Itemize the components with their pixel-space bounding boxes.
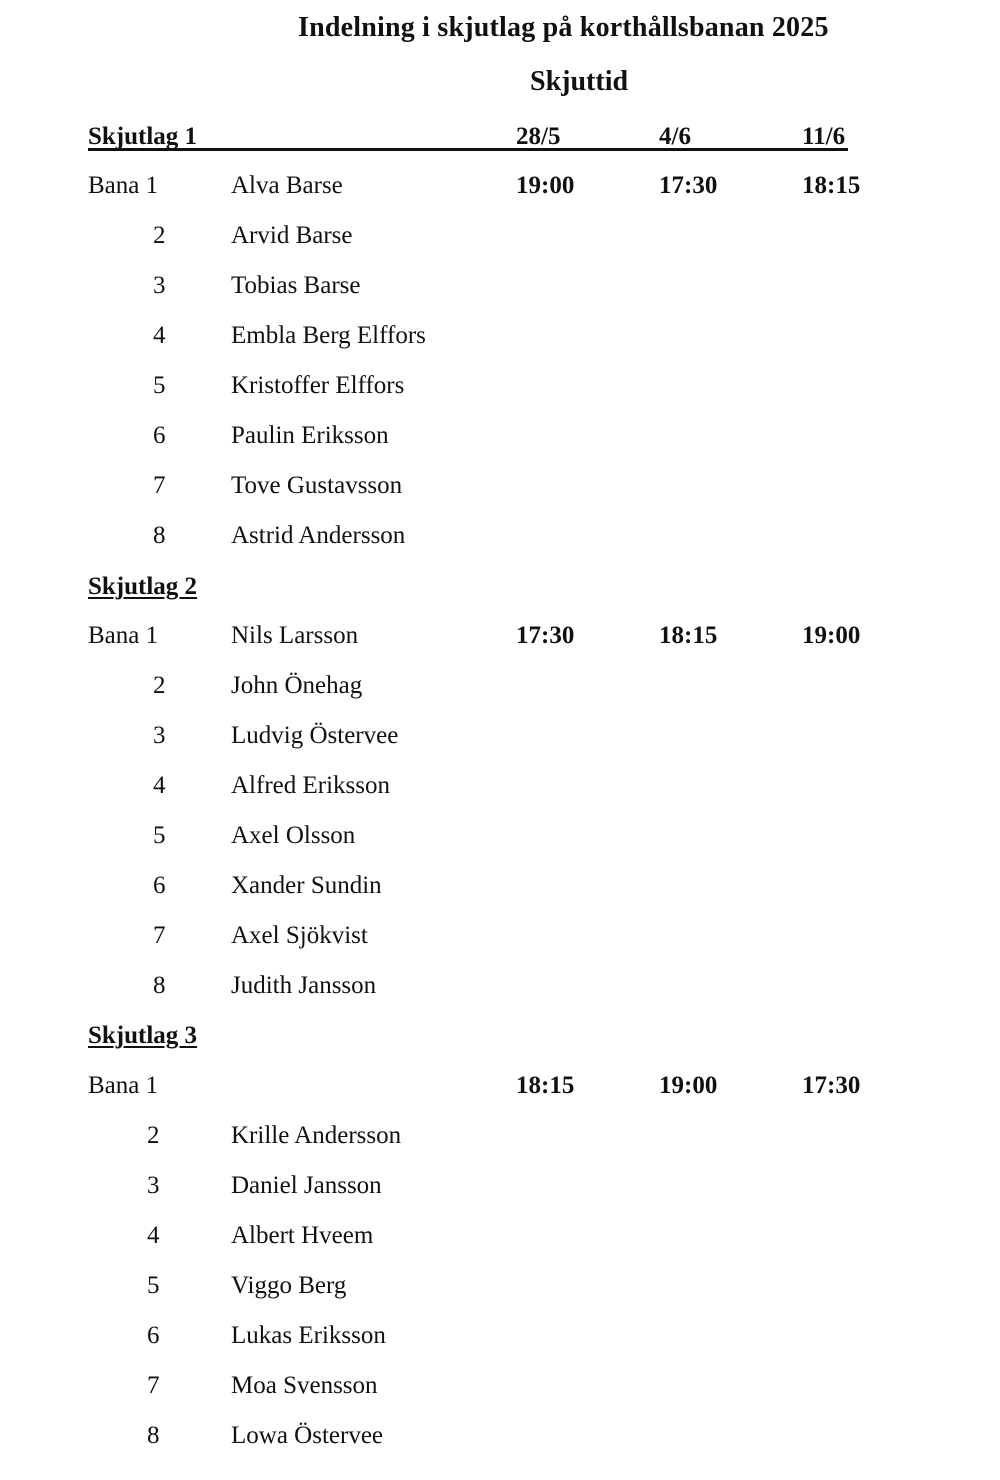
shooter-name: Krille Andersson [231, 1122, 402, 1149]
shoot-time: 18:15 [516, 1072, 575, 1099]
lane-label: 6 [153, 422, 166, 449]
shooter-name: Astrid Andersson [231, 522, 406, 549]
shooter-name: Embla Berg Elffors [231, 322, 426, 349]
lane-label: 5 [147, 1272, 160, 1299]
lane-label: 8 [153, 522, 166, 549]
date-header: 4/6 [659, 123, 691, 150]
lane-label: Bana 1 [88, 172, 159, 199]
lane-label: 2 [153, 672, 166, 699]
shooter-name: Xander Sundin [231, 872, 382, 899]
lane-label: 3 [147, 1172, 160, 1199]
lane-label: 6 [153, 872, 166, 899]
lane-label: Bana 1 [88, 622, 159, 649]
shooter-name: Lowa Östervee [231, 1422, 384, 1449]
shooter-name: Tove Gustavsson [231, 472, 403, 499]
lane-label: 7 [153, 472, 166, 499]
shoot-time: 17:30 [802, 1072, 861, 1099]
lane-label: 4 [147, 1222, 160, 1249]
shoot-time: 19:00 [516, 172, 575, 199]
team-heading: Skjutlag 3 [88, 1022, 198, 1049]
shoot-time: 17:30 [659, 172, 718, 199]
lane-label: 6 [147, 1322, 160, 1349]
lane-label: 5 [153, 822, 166, 849]
shoot-time: 17:30 [516, 622, 575, 649]
lane-label: 7 [147, 1372, 160, 1399]
lane-label: 2 [147, 1122, 160, 1149]
shooter-name: Ludvig Östervee [231, 722, 399, 749]
team-heading: Skjutlag 1 [88, 123, 198, 150]
shoot-time: 18:15 [659, 622, 718, 649]
shooter-name: Paulin Eriksson [231, 422, 389, 449]
lane-label: 4 [153, 772, 166, 799]
document-subtitle: Skjuttid [530, 66, 629, 97]
lane-label: 4 [153, 322, 166, 349]
shooter-name: Arvid Barse [231, 222, 353, 249]
lane-label: 8 [147, 1422, 160, 1449]
lane-label: 5 [153, 372, 166, 399]
shooter-name: Moa Svensson [231, 1372, 378, 1399]
shooter-name: Lukas Eriksson [231, 1322, 386, 1349]
header-rule [88, 148, 848, 151]
lane-label: 2 [153, 222, 166, 249]
lane-label: 7 [153, 922, 166, 949]
shoot-time: 18:15 [802, 172, 861, 199]
shoot-time: 19:00 [659, 1072, 718, 1099]
lane-label: 3 [153, 722, 166, 749]
shooter-name: Nils Larsson [231, 622, 359, 649]
shooter-name: Daniel Jansson [231, 1172, 382, 1199]
shooter-name: Axel Sjökvist [231, 922, 368, 949]
shooter-name: Alfred Eriksson [231, 772, 390, 799]
shooter-name: Axel Olsson [231, 822, 356, 849]
shooter-name: Alva Barse [231, 172, 343, 199]
document-title: Indelning i skjutlag på korthållsbanan 2025 [298, 12, 829, 43]
shooter-name: Judith Jansson [231, 972, 377, 999]
lane-label: Bana 1 [88, 1072, 159, 1099]
shooter-name: Tobias Barse [231, 272, 361, 299]
lane-label: 3 [153, 272, 166, 299]
date-header: 11/6 [802, 123, 846, 150]
shoot-time: 19:00 [802, 622, 861, 649]
date-header: 28/5 [516, 123, 561, 150]
shooter-name: John Önehag [231, 672, 363, 699]
lane-label: 8 [153, 972, 166, 999]
team-heading: Skjutlag 2 [88, 573, 198, 600]
shooter-name: Kristoffer Elffors [231, 372, 405, 399]
shooter-name: Viggo Berg [231, 1272, 347, 1299]
shooter-name: Albert Hveem [231, 1222, 374, 1249]
